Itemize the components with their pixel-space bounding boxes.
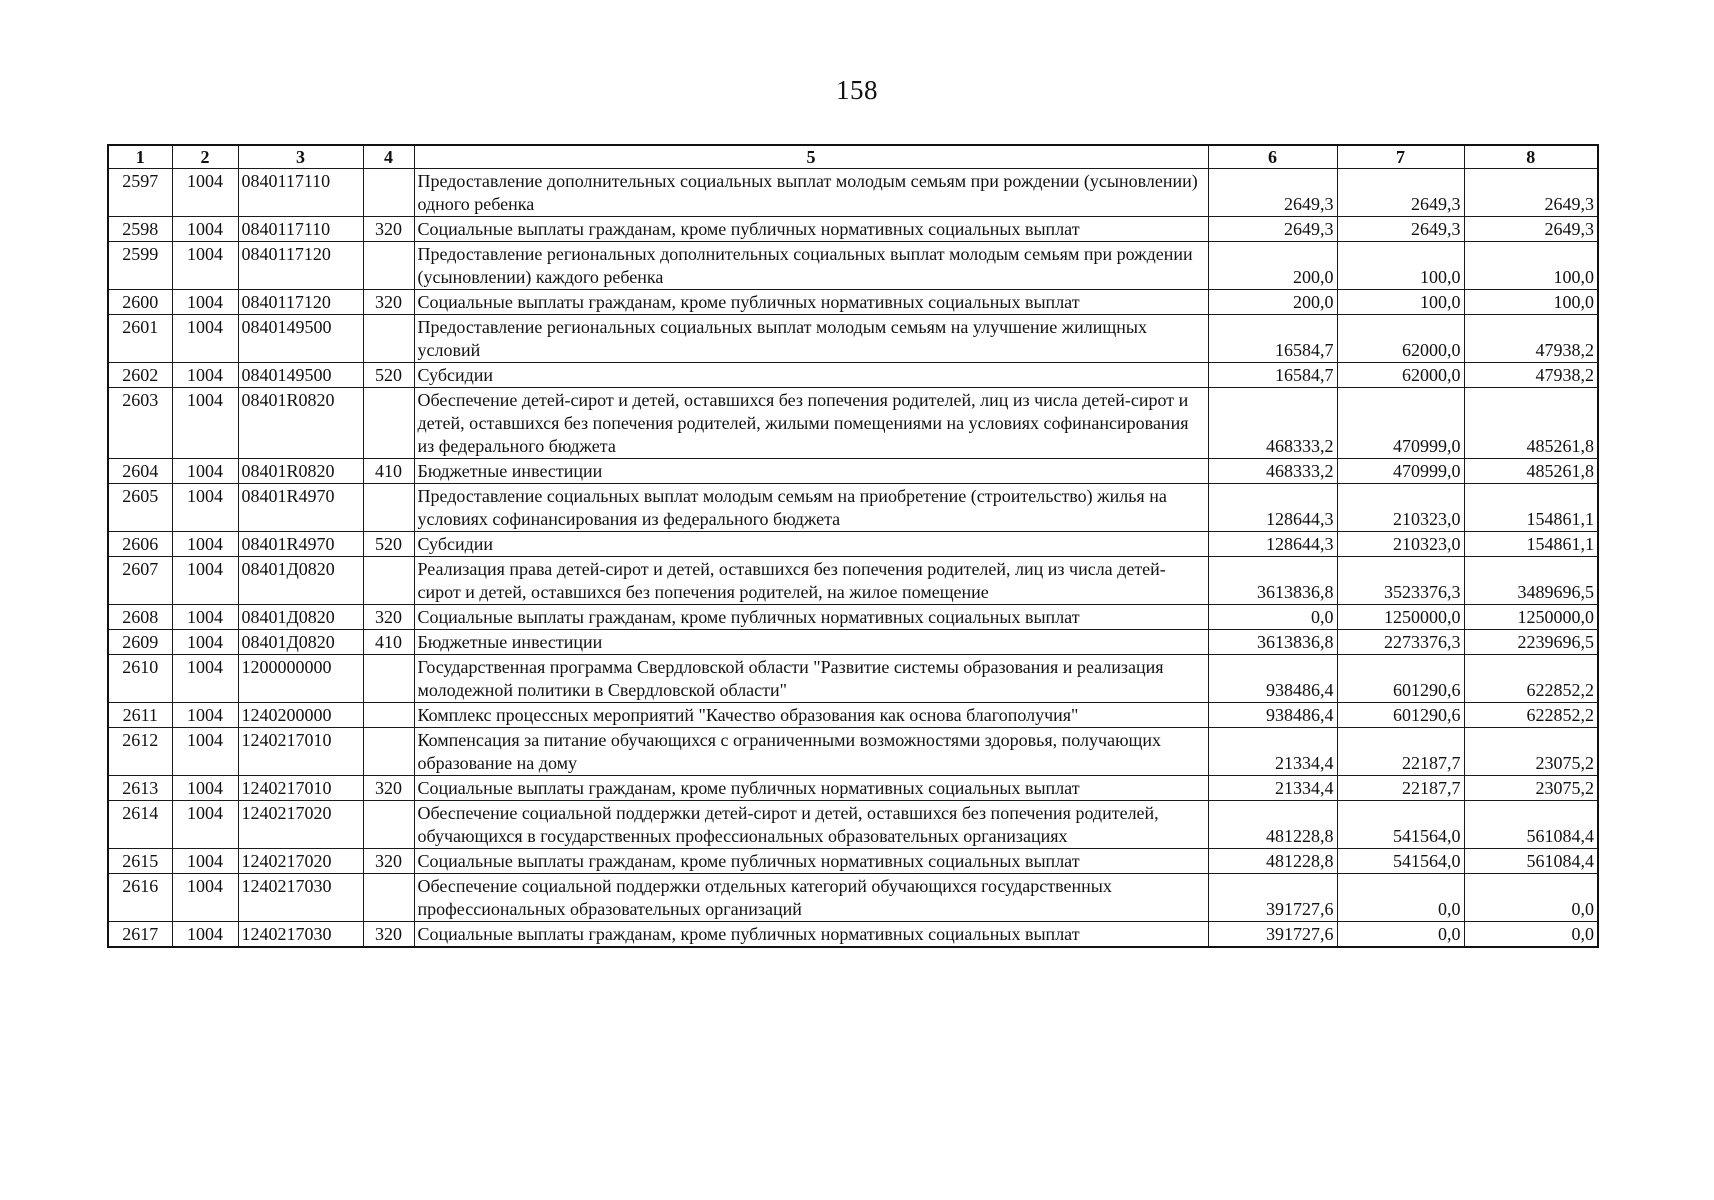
amount-year-3-cell: 1250000,0 [1464, 605, 1598, 630]
amount-year-1-cell: 938486,4 [1208, 703, 1337, 728]
description-cell: Бюджетные инвестиции [414, 630, 1208, 655]
amount-year-2-cell: 2649,3 [1337, 217, 1464, 242]
section-code-cell: 1004 [172, 703, 238, 728]
expense-type-cell [363, 315, 414, 363]
description-cell: Предоставление дополнительных социальных выплат молодым семьям при рождении (усыновлении) одного ребенка [414, 169, 1208, 217]
amount-year-2-cell: 470999,0 [1337, 459, 1464, 484]
expense-type-cell: 320 [363, 217, 414, 242]
amount-year-2-cell: 22187,7 [1337, 776, 1464, 801]
row-number-cell: 2602 [108, 363, 172, 388]
target-code-cell: 08401R0820 [238, 459, 363, 484]
amount-year-2-cell: 62000,0 [1337, 315, 1464, 363]
table-row [108, 557, 1598, 605]
amount-year-1-cell: 16584,7 [1208, 363, 1337, 388]
section-code-cell: 1004 [172, 557, 238, 605]
section-code-cell: 1004 [172, 363, 238, 388]
expense-type-cell [363, 484, 414, 532]
section-code-cell: 1004 [172, 849, 238, 874]
expense-type-cell [363, 801, 414, 849]
amount-year-3-cell: 47938,2 [1464, 315, 1598, 363]
target-code-cell: 1240217010 [238, 728, 363, 776]
amount-year-3-cell: 485261,8 [1464, 459, 1598, 484]
amount-year-2-cell: 210323,0 [1337, 484, 1464, 532]
amount-year-1-cell: 16584,7 [1208, 315, 1337, 363]
description-cell: Субсидии [414, 363, 1208, 388]
amount-year-3-cell: 3489696,5 [1464, 557, 1598, 605]
amount-year-1-cell: 391727,6 [1208, 874, 1337, 922]
table-row [108, 922, 1598, 948]
amount-year-3-cell: 100,0 [1464, 242, 1598, 290]
amount-year-2-cell: 1250000,0 [1337, 605, 1464, 630]
row-number-cell: 2606 [108, 532, 172, 557]
row-number-cell: 2603 [108, 388, 172, 459]
row-number-cell: 2609 [108, 630, 172, 655]
target-code-cell: 0840117110 [238, 169, 363, 217]
amount-year-2-cell: 0,0 [1337, 874, 1464, 922]
target-code-cell: 08401R4970 [238, 484, 363, 532]
amount-year-3-cell: 2649,3 [1464, 217, 1598, 242]
target-code-cell: 1240200000 [238, 703, 363, 728]
description-cell: Государственная программа Свердловской области "Развитие системы образования и реализация молодежной политики в Свердловской области" [414, 655, 1208, 703]
table-row [108, 776, 1598, 801]
amount-year-3-cell: 561084,4 [1464, 849, 1598, 874]
target-code-cell: 1240217020 [238, 849, 363, 874]
amount-year-2-cell: 210323,0 [1337, 532, 1464, 557]
amount-year-2-cell: 3523376,3 [1337, 557, 1464, 605]
amount-year-3-cell: 622852,2 [1464, 703, 1598, 728]
description-cell: Предоставление региональных социальных выплат молодым семьям на улучшение жилищных условий [414, 315, 1208, 363]
description-cell: Бюджетные инвестиции [414, 459, 1208, 484]
row-number-cell: 2605 [108, 484, 172, 532]
section-code-cell: 1004 [172, 728, 238, 776]
expense-type-cell: 320 [363, 776, 414, 801]
description-cell: Обеспечение детей-сирот и детей, оставшихся без попечения родителей, лиц из числа детей-сирот и детей, оставшихся без попечения родителей, жилыми помещениями на условиях софинансирования из федерального бюджета [414, 388, 1208, 459]
amount-year-2-cell: 22187,7 [1337, 728, 1464, 776]
amount-year-3-cell: 561084,4 [1464, 801, 1598, 849]
target-code-cell: 0840117110 [238, 217, 363, 242]
description-cell: Реализация права детей-сирот и детей, оставшихся без попечения родителей, лиц из числа детей-сирот и детей, оставшихся без попечения родителей, на жилое помещение [414, 557, 1208, 605]
section-code-cell: 1004 [172, 655, 238, 703]
expense-type-cell: 320 [363, 849, 414, 874]
row-number-cell: 2613 [108, 776, 172, 801]
amount-year-1-cell: 468333,2 [1208, 459, 1337, 484]
amount-year-1-cell: 391727,6 [1208, 922, 1337, 948]
target-code-cell: 0840149500 [238, 363, 363, 388]
section-code-cell: 1004 [172, 605, 238, 630]
row-number-cell: 2615 [108, 849, 172, 874]
section-code-cell: 1004 [172, 388, 238, 459]
table-row [108, 605, 1598, 630]
target-code-cell: 08401Д0820 [238, 630, 363, 655]
expense-type-cell [363, 242, 414, 290]
section-code-cell: 1004 [172, 776, 238, 801]
amount-year-2-cell: 470999,0 [1337, 388, 1464, 459]
target-code-cell: 1240217010 [238, 776, 363, 801]
target-code-cell: 0840117120 [238, 242, 363, 290]
row-number-cell: 2604 [108, 459, 172, 484]
row-number-cell: 2607 [108, 557, 172, 605]
table-body [108, 169, 1598, 948]
amount-year-2-cell: 62000,0 [1337, 363, 1464, 388]
amount-year-3-cell: 0,0 [1464, 874, 1598, 922]
column-header: 6 [1208, 145, 1337, 169]
table-row [108, 242, 1598, 290]
description-cell: Социальные выплаты гражданам, кроме публичных нормативных социальных выплат [414, 290, 1208, 315]
amount-year-1-cell: 2649,3 [1208, 217, 1337, 242]
expense-type-cell: 520 [363, 363, 414, 388]
expense-type-cell [363, 655, 414, 703]
amount-year-2-cell: 601290,6 [1337, 703, 1464, 728]
expense-type-cell: 520 [363, 532, 414, 557]
section-code-cell: 1004 [172, 290, 238, 315]
table-row [108, 728, 1598, 776]
row-number-cell: 2616 [108, 874, 172, 922]
amount-year-1-cell: 481228,8 [1208, 849, 1337, 874]
row-number-cell: 2598 [108, 217, 172, 242]
column-header: 2 [172, 145, 238, 169]
table-row [108, 459, 1598, 484]
section-code-cell: 1004 [172, 217, 238, 242]
section-code-cell: 1004 [172, 532, 238, 557]
amount-year-3-cell: 23075,2 [1464, 728, 1598, 776]
amount-year-1-cell: 200,0 [1208, 242, 1337, 290]
table-row [108, 874, 1598, 922]
section-code-cell: 1004 [172, 242, 238, 290]
amount-year-2-cell: 2273376,3 [1337, 630, 1464, 655]
section-code-cell: 1004 [172, 922, 238, 948]
amount-year-3-cell: 0,0 [1464, 922, 1598, 948]
table-row [108, 532, 1598, 557]
table-row [108, 849, 1598, 874]
amount-year-1-cell: 468333,2 [1208, 388, 1337, 459]
description-cell: Социальные выплаты гражданам, кроме публичных нормативных социальных выплат [414, 217, 1208, 242]
expense-type-cell: 320 [363, 605, 414, 630]
header-row [108, 145, 1598, 169]
expense-type-cell [363, 169, 414, 217]
section-code-cell: 1004 [172, 484, 238, 532]
row-number-cell: 2597 [108, 169, 172, 217]
table-row [108, 363, 1598, 388]
amount-year-1-cell: 938486,4 [1208, 655, 1337, 703]
amount-year-2-cell: 601290,6 [1337, 655, 1464, 703]
target-code-cell: 1240217030 [238, 874, 363, 922]
column-header: 1 [108, 145, 172, 169]
description-cell: Обеспечение социальной поддержки отдельных категорий обучающихся государственных профессиональных образовательных организаций [414, 874, 1208, 922]
amount-year-3-cell: 47938,2 [1464, 363, 1598, 388]
target-code-cell: 1200000000 [238, 655, 363, 703]
amount-year-1-cell: 3613836,8 [1208, 630, 1337, 655]
expense-type-cell: 410 [363, 459, 414, 484]
amount-year-2-cell: 100,0 [1337, 242, 1464, 290]
row-number-cell: 2600 [108, 290, 172, 315]
expense-type-cell [363, 728, 414, 776]
table-row [108, 315, 1598, 363]
description-cell: Предоставление социальных выплат молодым семьям на приобретение (строительство) жилья на условиях софинансирования из федерального бюджета [414, 484, 1208, 532]
budget-table [107, 144, 1599, 948]
expense-type-cell: 410 [363, 630, 414, 655]
description-cell: Комплекс процессных мероприятий "Качество образования как основа благополучия" [414, 703, 1208, 728]
section-code-cell: 1004 [172, 169, 238, 217]
table-row [108, 290, 1598, 315]
description-cell: Обеспечение социальной поддержки детей-сирот и детей, оставшихся без попечения родителей, обучающихся в государственных профессиональных образовательных организациях [414, 801, 1208, 849]
description-cell: Социальные выплаты гражданам, кроме публичных нормативных социальных выплат [414, 605, 1208, 630]
description-cell: Субсидии [414, 532, 1208, 557]
description-cell: Социальные выплаты гражданам, кроме публичных нормативных социальных выплат [414, 849, 1208, 874]
amount-year-1-cell: 128644,3 [1208, 484, 1337, 532]
amount-year-3-cell: 154861,1 [1464, 532, 1598, 557]
table-row [108, 703, 1598, 728]
amount-year-1-cell: 200,0 [1208, 290, 1337, 315]
expense-type-cell: 320 [363, 290, 414, 315]
row-number-cell: 2601 [108, 315, 172, 363]
amount-year-2-cell: 100,0 [1337, 290, 1464, 315]
table-row [108, 217, 1598, 242]
table-row [108, 655, 1598, 703]
description-cell: Компенсация за питание обучающихся с ограниченными возможностями здоровья, получающих образование на дому [414, 728, 1208, 776]
amount-year-2-cell: 541564,0 [1337, 849, 1464, 874]
amount-year-1-cell: 2649,3 [1208, 169, 1337, 217]
amount-year-3-cell: 2649,3 [1464, 169, 1598, 217]
expense-type-cell [363, 557, 414, 605]
section-code-cell: 1004 [172, 315, 238, 363]
target-code-cell: 08401R0820 [238, 388, 363, 459]
amount-year-2-cell: 0,0 [1337, 922, 1464, 948]
amount-year-1-cell: 21334,4 [1208, 728, 1337, 776]
table-row [108, 484, 1598, 532]
description-cell: Социальные выплаты гражданам, кроме публичных нормативных социальных выплат [414, 922, 1208, 948]
target-code-cell: 1240217020 [238, 801, 363, 849]
row-number-cell: 2612 [108, 728, 172, 776]
target-code-cell: 1240217030 [238, 922, 363, 948]
column-header: 3 [238, 145, 363, 169]
amount-year-3-cell: 154861,1 [1464, 484, 1598, 532]
expense-type-cell [363, 388, 414, 459]
amount-year-3-cell: 100,0 [1464, 290, 1598, 315]
column-header: 4 [363, 145, 414, 169]
amount-year-1-cell: 3613836,8 [1208, 557, 1337, 605]
table-row [108, 801, 1598, 849]
amount-year-1-cell: 481228,8 [1208, 801, 1337, 849]
section-code-cell: 1004 [172, 630, 238, 655]
description-cell: Предоставление региональных дополнительных социальных выплат молодым семьям при рождении (усыновлении) каждого ребенка [414, 242, 1208, 290]
target-code-cell: 08401Д0820 [238, 605, 363, 630]
row-number-cell: 2610 [108, 655, 172, 703]
table-row [108, 169, 1598, 217]
table-row [108, 388, 1598, 459]
expense-type-cell: 320 [363, 922, 414, 948]
amount-year-3-cell: 622852,2 [1464, 655, 1598, 703]
table-row [108, 630, 1598, 655]
section-code-cell: 1004 [172, 801, 238, 849]
amount-year-1-cell: 21334,4 [1208, 776, 1337, 801]
column-header: 5 [414, 145, 1208, 169]
target-code-cell: 0840117120 [238, 290, 363, 315]
target-code-cell: 0840149500 [238, 315, 363, 363]
amount-year-2-cell: 2649,3 [1337, 169, 1464, 217]
amount-year-1-cell: 0,0 [1208, 605, 1337, 630]
section-code-cell: 1004 [172, 459, 238, 484]
row-number-cell: 2614 [108, 801, 172, 849]
amount-year-2-cell: 541564,0 [1337, 801, 1464, 849]
column-header: 8 [1464, 145, 1598, 169]
amount-year-3-cell: 485261,8 [1464, 388, 1598, 459]
amount-year-3-cell: 2239696,5 [1464, 630, 1598, 655]
row-number-cell: 2599 [108, 242, 172, 290]
expense-type-cell [363, 703, 414, 728]
page-number: 158 [836, 75, 878, 105]
row-number-cell: 2617 [108, 922, 172, 948]
row-number-cell: 2608 [108, 605, 172, 630]
amount-year-1-cell: 128644,3 [1208, 532, 1337, 557]
row-number-cell: 2611 [108, 703, 172, 728]
column-header: 7 [1337, 145, 1464, 169]
target-code-cell: 08401R4970 [238, 532, 363, 557]
expense-type-cell [363, 874, 414, 922]
description-cell: Социальные выплаты гражданам, кроме публичных нормативных социальных выплат [414, 776, 1208, 801]
amount-year-3-cell: 23075,2 [1464, 776, 1598, 801]
section-code-cell: 1004 [172, 874, 238, 922]
target-code-cell: 08401Д0820 [238, 557, 363, 605]
